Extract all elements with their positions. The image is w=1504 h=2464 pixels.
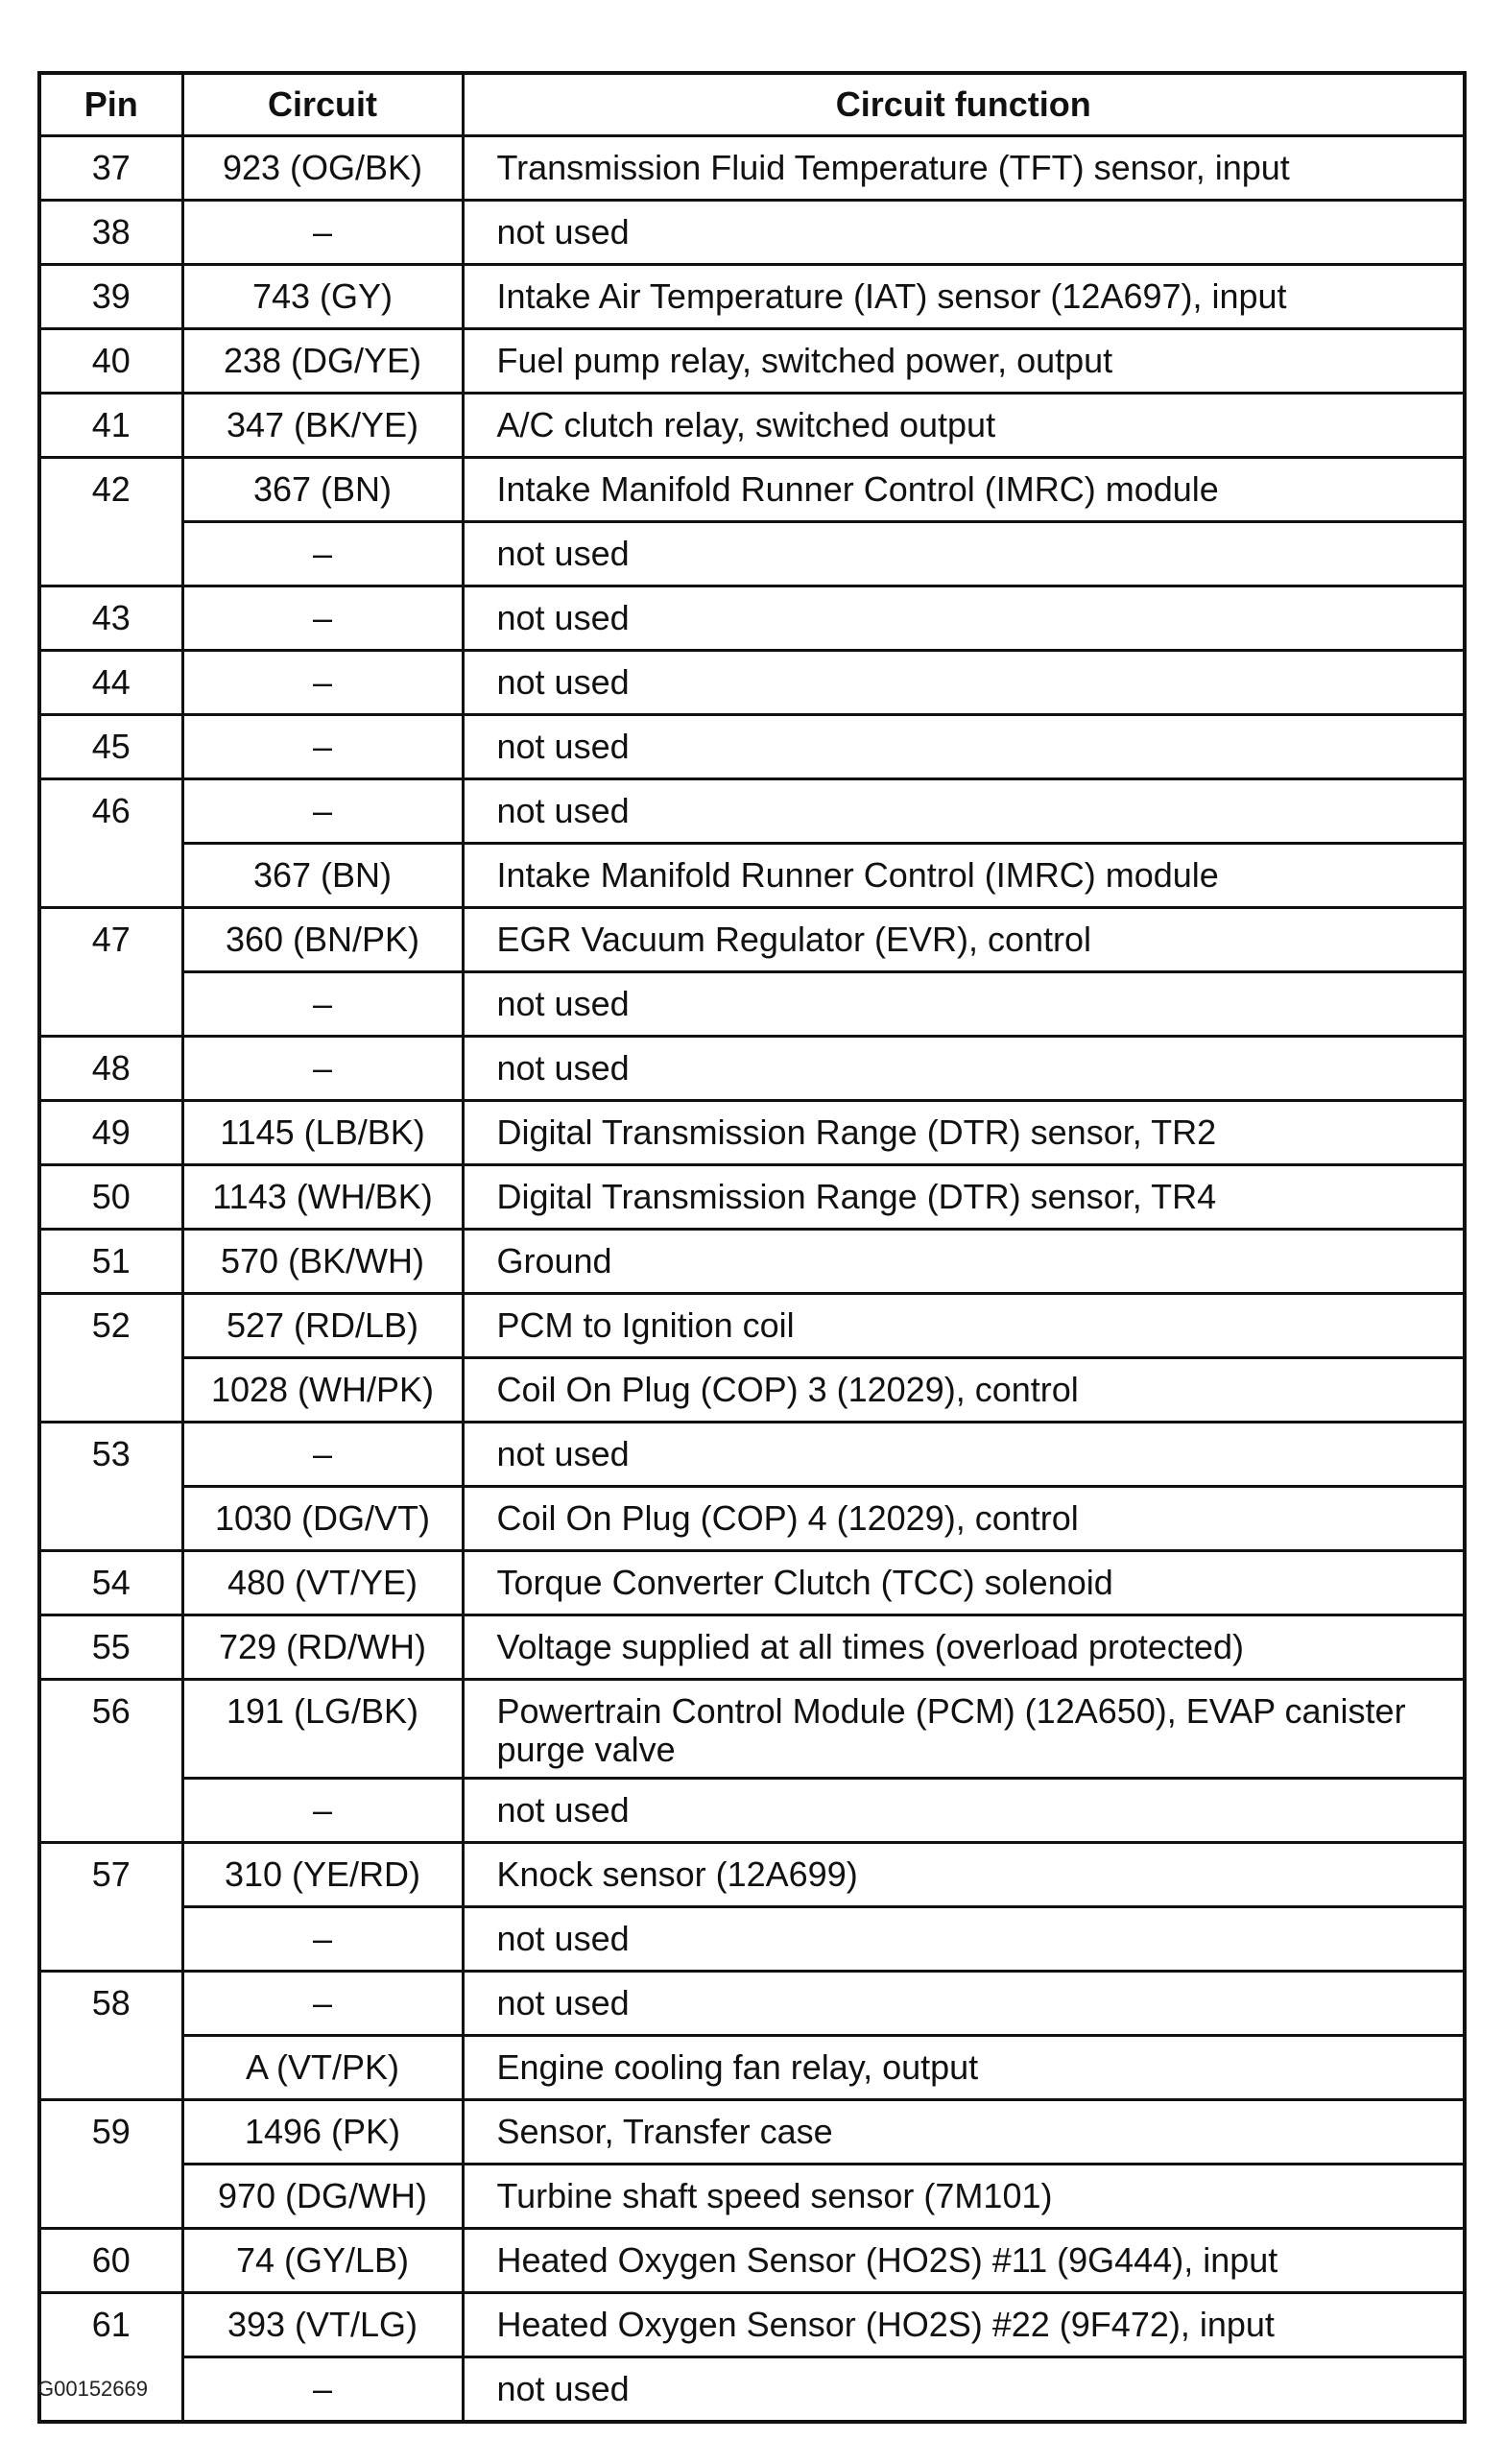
table-row bbox=[39, 458, 1465, 522]
pin-cell: 37 bbox=[39, 136, 182, 201]
pin-cell: 42 bbox=[39, 458, 182, 586]
circuit-function-cell: not used bbox=[463, 651, 1465, 715]
table-row bbox=[39, 779, 1465, 844]
table-row bbox=[39, 1779, 1465, 1843]
circuit-function-cell: not used bbox=[463, 715, 1465, 779]
circuit-cell: 191 (LG/BK) bbox=[182, 1680, 463, 1779]
circuit-function-cell: Voltage supplied at all times (overload protected) bbox=[463, 1615, 1465, 1680]
circuit-function-cell: not used bbox=[463, 972, 1465, 1037]
circuit-cell: 238 (DG/YE) bbox=[182, 329, 463, 394]
pin-cell: 41 bbox=[39, 394, 182, 458]
pin-cell: 54 bbox=[39, 1551, 182, 1615]
pin-cell: 57 bbox=[39, 1843, 182, 1972]
circuit-function-cell: Intake Manifold Runner Control (IMRC) module bbox=[463, 844, 1465, 908]
circuit-cell: – bbox=[182, 1037, 463, 1101]
circuit-function-cell: Engine cooling fan relay, output bbox=[463, 2036, 1465, 2100]
circuit-cell: – bbox=[182, 1779, 463, 1843]
table-row bbox=[39, 201, 1465, 265]
table-row bbox=[39, 1101, 1465, 1165]
pin-cell: 58 bbox=[39, 1972, 182, 2100]
circuit-cell: 923 (OG/BK) bbox=[182, 136, 463, 201]
pin-cell: 44 bbox=[39, 651, 182, 715]
circuit-function-cell: Sensor, Transfer case bbox=[463, 2100, 1465, 2165]
table-row bbox=[39, 1843, 1465, 1907]
circuit-function-cell: Heated Oxygen Sensor (HO2S) #11 (9G444), input bbox=[463, 2229, 1465, 2293]
circuit-cell: – bbox=[182, 715, 463, 779]
table-row bbox=[39, 1423, 1465, 1487]
table-row bbox=[39, 1165, 1465, 1230]
circuit-cell: 393 (VT/LG) bbox=[182, 2293, 463, 2357]
table-row bbox=[39, 1615, 1465, 1680]
circuit-function-cell: not used bbox=[463, 522, 1465, 586]
pin-cell: 47 bbox=[39, 908, 182, 1037]
table-row bbox=[39, 2100, 1465, 2165]
circuit-function-cell: Heated Oxygen Sensor (HO2S) #22 (9F472), input bbox=[463, 2293, 1465, 2357]
pin-cell: 46 bbox=[39, 779, 182, 908]
pin-cell: 51 bbox=[39, 1230, 182, 1294]
table-row bbox=[39, 265, 1465, 329]
table-row bbox=[39, 844, 1465, 908]
circuit-cell: – bbox=[182, 651, 463, 715]
circuit-function-cell: Torque Converter Clutch (TCC) solenoid bbox=[463, 1551, 1465, 1615]
circuit-cell: – bbox=[182, 972, 463, 1037]
circuit-cell: 347 (BK/YE) bbox=[182, 394, 463, 458]
table-row bbox=[39, 1230, 1465, 1294]
pin-cell: 40 bbox=[39, 329, 182, 394]
pin-cell: 60 bbox=[39, 2229, 182, 2293]
circuit-function-cell: not used bbox=[463, 201, 1465, 265]
table-row bbox=[39, 1551, 1465, 1615]
circuit-function-cell: not used bbox=[463, 586, 1465, 651]
table-row bbox=[39, 394, 1465, 458]
table-row bbox=[39, 1037, 1465, 1101]
pin-cell: 45 bbox=[39, 715, 182, 779]
circuit-cell: – bbox=[182, 1423, 463, 1487]
circuit-cell: 970 (DG/WH) bbox=[182, 2165, 463, 2229]
circuit-function-cell: Digital Transmission Range (DTR) sensor, TR4 bbox=[463, 1165, 1465, 1230]
circuit-function-cell: Coil On Plug (COP) 4 (12029), control bbox=[463, 1487, 1465, 1551]
pin-cell: 55 bbox=[39, 1615, 182, 1680]
circuit-function-cell: Transmission Fluid Temperature (TFT) sensor, input bbox=[463, 136, 1465, 201]
circuit-cell: – bbox=[182, 522, 463, 586]
circuit-function-cell: EGR Vacuum Regulator (EVR), control bbox=[463, 908, 1465, 972]
circuit-cell: – bbox=[182, 2357, 463, 2423]
table-row bbox=[39, 2036, 1465, 2100]
circuit-function-cell: Intake Air Temperature (IAT) sensor (12A697), input bbox=[463, 265, 1465, 329]
table-row bbox=[39, 1972, 1465, 2036]
circuit-cell: 310 (YE/RD) bbox=[182, 1843, 463, 1907]
circuit-function-cell: Coil On Plug (COP) 3 (12029), control bbox=[463, 1358, 1465, 1423]
circuit-function-cell: not used bbox=[463, 1779, 1465, 1843]
pin-cell: 43 bbox=[39, 586, 182, 651]
pin-cell: 52 bbox=[39, 1294, 182, 1423]
table-row bbox=[39, 1907, 1465, 1972]
circuit-function-cell: PCM to Ignition coil bbox=[463, 1294, 1465, 1358]
figure-code: G00152669 bbox=[37, 2377, 148, 2401]
pin-cell: 48 bbox=[39, 1037, 182, 1101]
circuit-cell: 527 (RD/LB) bbox=[182, 1294, 463, 1358]
pin-cell: 56 bbox=[39, 1680, 182, 1843]
table-row bbox=[39, 586, 1465, 651]
circuit-function-cell: Turbine shaft speed sensor (7M101) bbox=[463, 2165, 1465, 2229]
circuit-cell: 1143 (WH/BK) bbox=[182, 1165, 463, 1230]
pin-cell: 39 bbox=[39, 265, 182, 329]
circuit-cell: 1496 (PK) bbox=[182, 2100, 463, 2165]
circuit-cell: 729 (RD/WH) bbox=[182, 1615, 463, 1680]
header-row bbox=[39, 73, 1465, 136]
header-circuit-function: Circuit function bbox=[463, 73, 1465, 136]
circuit-cell: – bbox=[182, 1907, 463, 1972]
circuit-function-cell: Digital Transmission Range (DTR) sensor, TR2 bbox=[463, 1101, 1465, 1165]
table-body bbox=[39, 136, 1465, 2423]
pin-cell: 50 bbox=[39, 1165, 182, 1230]
pin-cell: 53 bbox=[39, 1423, 182, 1551]
table-row bbox=[39, 1294, 1465, 1358]
circuit-function-cell: not used bbox=[463, 1423, 1465, 1487]
pin-cell: 38 bbox=[39, 201, 182, 265]
circuit-cell: 1145 (LB/BK) bbox=[182, 1101, 463, 1165]
pin-cell: 49 bbox=[39, 1101, 182, 1165]
circuit-function-cell: Intake Manifold Runner Control (IMRC) module bbox=[463, 458, 1465, 522]
table-row bbox=[39, 972, 1465, 1037]
circuit-function-cell: A/C clutch relay, switched output bbox=[463, 394, 1465, 458]
pin-cell: 59 bbox=[39, 2100, 182, 2229]
circuit-function-cell: Fuel pump relay, switched power, output bbox=[463, 329, 1465, 394]
table-row bbox=[39, 908, 1465, 972]
table-row bbox=[39, 715, 1465, 779]
table-row bbox=[39, 522, 1465, 586]
pin-cell: 61 bbox=[39, 2293, 182, 2423]
circuit-function-cell: Powertrain Control Module (PCM) (12A650), EVAP canister purge valve bbox=[463, 1680, 1465, 1779]
header-circuit: Circuit bbox=[182, 73, 463, 136]
circuit-cell: – bbox=[182, 201, 463, 265]
circuit-function-cell: not used bbox=[463, 2357, 1465, 2423]
circuit-cell: – bbox=[182, 586, 463, 651]
table-row bbox=[39, 2293, 1465, 2357]
table-row bbox=[39, 2357, 1465, 2423]
circuit-cell: 480 (VT/YE) bbox=[182, 1551, 463, 1615]
circuit-function-cell: not used bbox=[463, 1907, 1465, 1972]
circuit-cell: 367 (BN) bbox=[182, 458, 463, 522]
circuit-cell: 570 (BK/WH) bbox=[182, 1230, 463, 1294]
circuit-cell: 360 (BN/PK) bbox=[182, 908, 463, 972]
circuit-cell: 1028 (WH/PK) bbox=[182, 1358, 463, 1423]
circuit-cell: 743 (GY) bbox=[182, 265, 463, 329]
circuit-cell: 1030 (DG/VT) bbox=[182, 1487, 463, 1551]
table-row bbox=[39, 651, 1465, 715]
circuit-function-cell: Knock sensor (12A699) bbox=[463, 1843, 1465, 1907]
circuit-cell: – bbox=[182, 779, 463, 844]
circuit-function-cell: Ground bbox=[463, 1230, 1465, 1294]
table-row bbox=[39, 136, 1465, 201]
pin-table-container bbox=[37, 71, 1463, 2424]
table-row bbox=[39, 1680, 1465, 1779]
circuit-cell: A (VT/PK) bbox=[182, 2036, 463, 2100]
header-pin: Pin bbox=[39, 73, 182, 136]
circuit-function-cell: not used bbox=[463, 1037, 1465, 1101]
table-row bbox=[39, 329, 1465, 394]
table-row bbox=[39, 2165, 1465, 2229]
pin-table bbox=[37, 71, 1467, 2424]
circuit-cell: 367 (BN) bbox=[182, 844, 463, 908]
circuit-function-cell: not used bbox=[463, 779, 1465, 844]
circuit-cell: – bbox=[182, 1972, 463, 2036]
circuit-function-cell: not used bbox=[463, 1972, 1465, 2036]
table-row bbox=[39, 1487, 1465, 1551]
table-row bbox=[39, 1358, 1465, 1423]
circuit-cell: 74 (GY/LB) bbox=[182, 2229, 463, 2293]
table-row bbox=[39, 2229, 1465, 2293]
